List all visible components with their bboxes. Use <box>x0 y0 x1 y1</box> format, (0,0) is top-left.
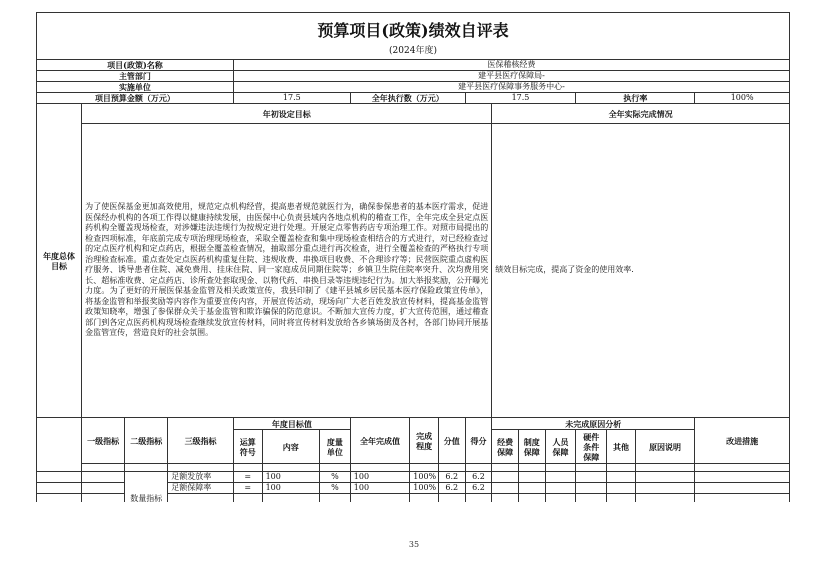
score-cell: 6.2 <box>465 483 492 494</box>
indicator-header-row-1 <box>37 418 790 430</box>
level2-header: 二级指标 <box>125 418 168 464</box>
reason-staff-header: 人员保障 <box>545 430 576 464</box>
op-cell: = <box>233 472 262 483</box>
budget-row <box>37 93 790 104</box>
table-row <box>37 472 790 483</box>
content-cell: 100 <box>262 472 319 483</box>
page-number: 35 <box>408 540 420 549</box>
reasons-group-header: 未完成原因分析 <box>492 418 695 430</box>
unit-row <box>37 82 790 93</box>
year-label: (2024年度) <box>37 43 790 60</box>
unit-label: 实施单位 <box>37 82 234 93</box>
budget-label: 项目预算金额（万元） <box>37 93 234 104</box>
title-row <box>37 13 790 44</box>
unit-value: 建平县医疗保障事务服务中心- <box>233 82 789 93</box>
level3-cell: 足额保障率 <box>168 483 234 494</box>
project-name-value: 医保稽核经费 <box>233 60 789 71</box>
year-row <box>37 43 790 60</box>
completion-cell: 100% <box>410 472 439 483</box>
reason-hardware-header: 硬件条件保障 <box>576 430 607 464</box>
budget-value: 17.5 <box>233 93 350 104</box>
rate-value: 100% <box>695 93 790 104</box>
project-name-label: 项目(政策)名称 <box>37 60 234 71</box>
annual-cell: 100 <box>350 483 409 494</box>
target-group-header: 年度目标值 <box>233 418 350 430</box>
level3-header: 三级指标 <box>168 418 234 464</box>
actual-result-header: 全年实际完成情况 <box>492 104 790 124</box>
indicator-spacer-row <box>37 464 790 472</box>
initial-goal-header: 年初设定目标 <box>82 104 492 124</box>
goals-section-label: 年度总体目标 <box>37 104 82 418</box>
annual-cell: 100 <box>350 472 409 483</box>
content-header: 内容 <box>262 430 319 464</box>
score-header: 得分 <box>465 418 492 464</box>
reason-system-header: 制度保障 <box>518 430 545 464</box>
level2-cell: 数量指标 <box>125 472 168 503</box>
score-cell: 6.2 <box>465 472 492 483</box>
project-name-row <box>37 60 790 71</box>
exec-value: 17.5 <box>465 93 576 104</box>
rate-label: 执行率 <box>576 93 695 104</box>
goals-content-row <box>37 124 790 418</box>
reason-other-header: 其他 <box>607 430 636 464</box>
unit-cell: % <box>320 472 351 483</box>
improve-header: 改进措施 <box>695 418 790 464</box>
content-cell: 100 <box>262 483 319 494</box>
actual-result-text: 绩效目标完成，提高了资金的使用效率. <box>492 124 790 418</box>
completion-header: 完成程度 <box>410 418 439 464</box>
goals-header-row <box>37 104 790 124</box>
reason-desc-header: 原因说明 <box>635 430 694 464</box>
score-value-header: 分值 <box>438 418 465 464</box>
evaluation-sheet <box>36 12 790 502</box>
evaluation-table <box>36 12 790 502</box>
level3-cell: 足额发放率 <box>168 472 234 483</box>
dept-value: 建平县医疗保障局- <box>233 71 789 82</box>
level1-header: 一级指标 <box>82 418 125 464</box>
reason-funding-header: 经费保障 <box>492 430 519 464</box>
score-value-cell: 6.2 <box>438 483 465 494</box>
completion-cell: 100% <box>410 483 439 494</box>
op-cell: = <box>233 483 262 494</box>
op-symbol-header: 运算符号 <box>233 430 262 464</box>
unit-header: 度量单位 <box>320 430 351 464</box>
unit-cell: % <box>320 483 351 494</box>
page-title: 预算项目(政策)绩效自评表 <box>37 13 790 44</box>
initial-goal-text: 为了使医保基金更加高效使用，规范定点机构经营，提高患者规范就医行为，确保参保患者的基本医疗需求，促进医保经办机构的各项工作得以健康持续发展，由医保中心负责县域内各地点机构的稽查工作，全年完成全县定点医药机构全覆盖现场检查，对涉嫌违法违规行为按规定进行处理。开展定点零售药店专项治理工作。对照市局提出的检查四项标准，年底前完成专项治理现场检查，采取全覆盖检查和集中现场检查相结合的方式进行，对已经检查过的定点医疗机构和定点药店，根据全覆盖检查情况，抽取部分重点进行再次检查，进行全覆盖检查的严格执行专项治理检查标准。重点查处定点医药机构重复住院、违规收费、串换项目收费、不合理诊疗等；民营医院重点虚构医疗服务、诱导患者住院、减免费用、挂床住院、同一家庭成员同期住院等；乡镇卫生院住院率突升、次均费用突长、超标准收费、定点药店、诊所查处套取现金、以物代药、串换目录等违规违纪行为。加大举报奖励，公开曝光力度。为了更好的开展医保基金监管及相关政策宣传，我县印制了《建平县城乡居民基本医疗保险政策宣传单》，将基金监管和举报奖励等内容作为重要宣传内容，开展宣传活动，现场向广大老百姓发放宣传材料，提高基金监管政策知晓率，增强了参保群众关于基金监管和欺诈骗保的防范意识。不断加大宣传力度，扩大宣传范围，通过稽查部门到各定点医药机构现场检查继续发放宣传材料，同时将宣传材料发放给各乡镇场街及各村，各部门协同开展基金监管宣传，营造良好的社会氛围。 <box>82 124 492 418</box>
score-value-cell: 6.2 <box>438 472 465 483</box>
exec-label: 全年执行数（万元） <box>350 93 465 104</box>
annual-value-header: 全年完成值 <box>350 418 409 464</box>
dept-label: 主管部门 <box>37 71 234 82</box>
indicator-blank-cell <box>37 418 82 472</box>
dept-row <box>37 71 790 82</box>
